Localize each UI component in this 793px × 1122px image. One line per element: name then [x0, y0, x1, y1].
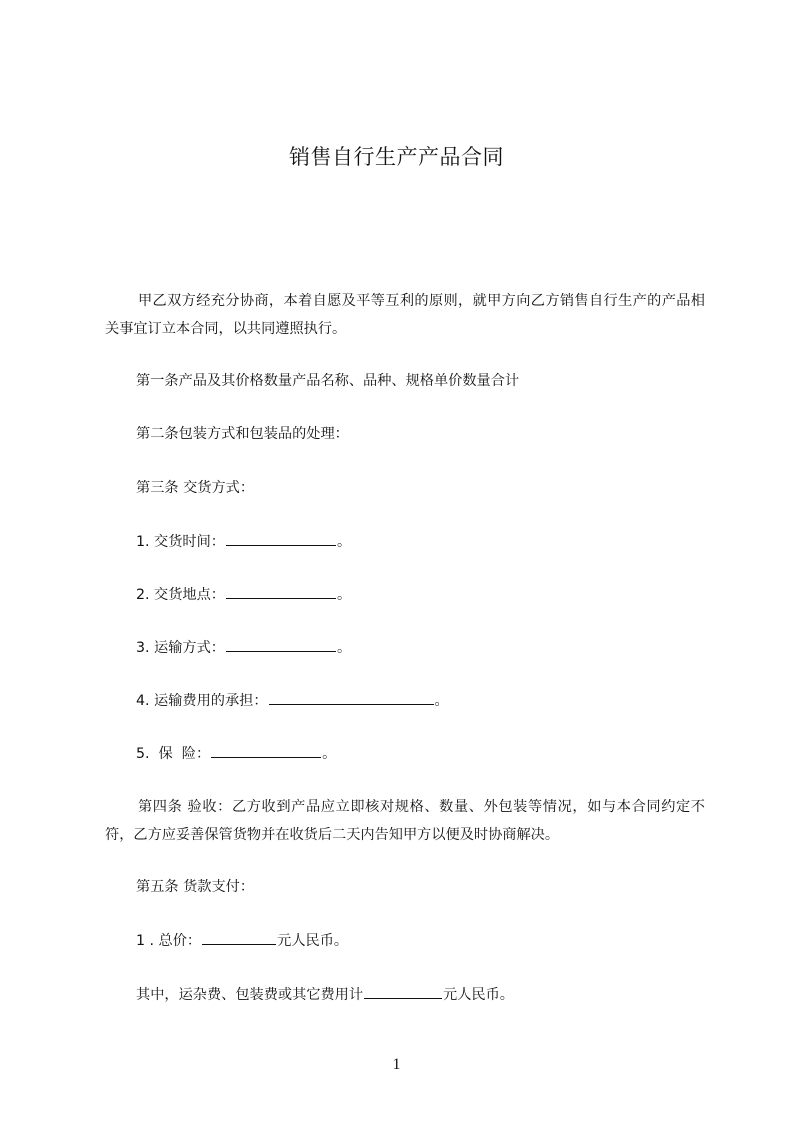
- insurance-label: 5. 保 险：: [136, 746, 211, 762]
- article-5: 第五条 货款支付：: [136, 879, 255, 895]
- transport-cost-label: 4. 运输费用的承担：: [136, 693, 268, 709]
- end-mark: 。: [434, 693, 449, 709]
- article-3: 第三条 交货方式：: [136, 480, 255, 496]
- total-price-line: [136, 929, 348, 953]
- delivery-time-blank[interactable]: [226, 531, 336, 546]
- insurance-line: [136, 742, 336, 766]
- transport-method-line: [136, 636, 351, 660]
- other-fees-suffix: 元人民币。: [443, 987, 514, 1003]
- transport-method-label: 3. 运输方式：: [136, 640, 225, 656]
- other-fees-blank[interactable]: [364, 984, 442, 999]
- delivery-time-label: 1. 交货时间：: [136, 534, 225, 550]
- other-fees-line: [136, 983, 514, 1007]
- delivery-place-blank[interactable]: [226, 584, 336, 599]
- delivery-place-label: 2. 交货地点：: [136, 587, 225, 603]
- end-mark: 。: [322, 746, 337, 762]
- article-4: 第四条 验收：乙方收到产品应立即核对规格、数量、外包装等情况，如与本合同约定不符，乙方应妥善保管货物并在收货后二天内告知甲方以便及时协商解决。: [105, 799, 705, 843]
- delivery-place-line: [136, 583, 351, 607]
- end-mark: 。: [336, 640, 352, 656]
- transport-method-blank[interactable]: [226, 637, 336, 652]
- intro-paragraph: 甲乙双方经充分协商，本着自愿及平等互利的原则，就甲方向乙方销售自行生产的产品相关事宜订立本合同，以共同遵照执行。: [105, 293, 705, 337]
- insurance-blank[interactable]: [211, 743, 321, 758]
- article-1: 第一条产品及其价格数量产品名称、品种、规格单价数量合计: [136, 373, 520, 389]
- article-2: 第二条包装方式和包装品的处理：: [136, 426, 349, 442]
- other-fees-label: 其中，运杂费、包装费或其它费用计: [136, 987, 364, 1003]
- delivery-time-line: [136, 530, 351, 554]
- page-number: 1: [392, 1056, 401, 1073]
- total-price-label: 1 . 总价：: [136, 933, 202, 949]
- end-mark: 。: [336, 587, 352, 603]
- total-price-blank[interactable]: [202, 930, 276, 945]
- transport-cost-line: [136, 689, 449, 713]
- document-title: 销售自行生产产品合同: [289, 145, 504, 169]
- transport-cost-blank[interactable]: [269, 690, 434, 705]
- end-mark: 。: [336, 534, 352, 550]
- total-price-suffix: 元人民币。: [277, 933, 349, 949]
